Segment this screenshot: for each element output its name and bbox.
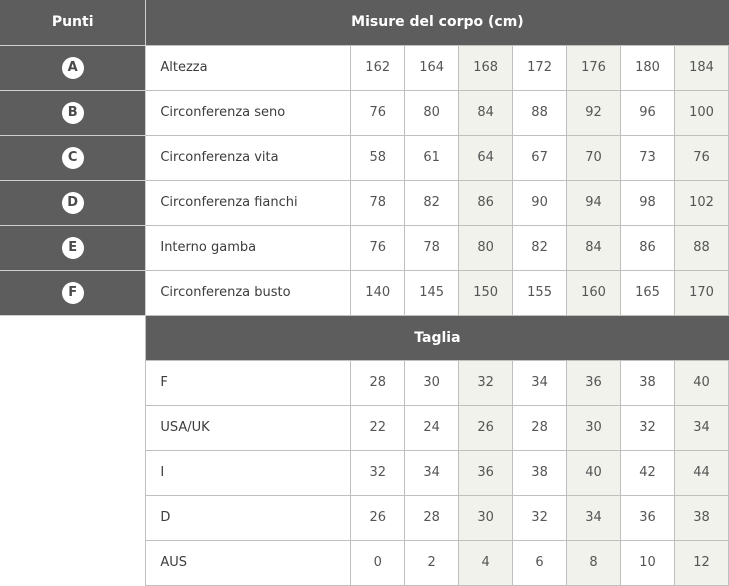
body-measures-rows [0,45,729,315]
size-value: 8 [567,540,621,585]
measure-value: 86 [621,225,675,270]
measure-value: 88 [513,90,567,135]
measure-value: 76 [674,135,728,180]
size-value: 2 [405,540,459,585]
measure-value: 78 [351,180,405,225]
measure-value: 73 [621,135,675,180]
point-badge: D [62,192,84,214]
size-row [0,405,729,450]
size-value: 28 [351,360,405,405]
point-cell [0,90,146,135]
measure-value: 84 [459,90,513,135]
measure-value: 82 [405,180,459,225]
size-system-label: F [146,360,351,405]
size-system-label: AUS [146,540,351,585]
size-row [0,450,729,495]
points-header: Punti [0,0,146,45]
size-system-label: I [146,450,351,495]
size-value: 30 [405,360,459,405]
measure-value: 76 [351,90,405,135]
measure-label: Circonferenza seno [146,90,351,135]
measure-value: 140 [351,270,405,315]
blank-cell [0,495,146,540]
measure-value: 61 [405,135,459,180]
size-value: 30 [567,405,621,450]
measure-value: 82 [513,225,567,270]
measure-row [0,225,729,270]
measure-row [0,135,729,180]
measure-value: 155 [513,270,567,315]
measure-value: 76 [351,225,405,270]
measure-value: 78 [405,225,459,270]
size-value: 26 [351,495,405,540]
measure-value: 64 [459,135,513,180]
size-value: 36 [567,360,621,405]
size-value: 32 [621,405,675,450]
point-cell [0,135,146,180]
size-value: 34 [567,495,621,540]
measure-value: 70 [567,135,621,180]
size-row [0,495,729,540]
measure-value: 180 [621,45,675,90]
point-badge: E [62,237,84,259]
size-value: 38 [674,495,728,540]
size-value: 28 [405,495,459,540]
size-system-label: USA/UK [146,405,351,450]
measure-row [0,90,729,135]
measure-value: 96 [621,90,675,135]
measure-value: 58 [351,135,405,180]
measure-value: 172 [513,45,567,90]
measure-value: 176 [567,45,621,90]
size-value: 32 [351,450,405,495]
measure-value: 150 [459,270,513,315]
size-value: 4 [459,540,513,585]
measure-value: 170 [674,270,728,315]
measure-value: 100 [674,90,728,135]
measure-label: Circonferenza busto [146,270,351,315]
size-row [0,540,729,585]
size-value: 28 [513,405,567,450]
measure-value: 162 [351,45,405,90]
measure-value: 164 [405,45,459,90]
size-value: 22 [351,405,405,450]
size-value: 10 [621,540,675,585]
size-value: 34 [513,360,567,405]
measure-value: 102 [674,180,728,225]
point-cell [0,45,146,90]
point-badge: F [62,282,84,304]
measure-value: 145 [405,270,459,315]
blank-cell [0,450,146,495]
point-cell [0,180,146,225]
measure-value: 80 [459,225,513,270]
measure-value: 165 [621,270,675,315]
measure-label: Circonferenza vita [146,135,351,180]
size-value: 32 [459,360,513,405]
size-value: 24 [405,405,459,450]
measure-value: 84 [567,225,621,270]
size-row [0,360,729,405]
size-value: 34 [674,405,728,450]
size-rows [0,360,729,585]
size-value: 6 [513,540,567,585]
point-badge: C [62,147,84,169]
measure-value: 86 [459,180,513,225]
size-value: 38 [513,450,567,495]
measure-row [0,45,729,90]
blank-cell [0,540,146,585]
point-cell [0,270,146,315]
size-value: 34 [405,450,459,495]
measure-value: 88 [674,225,728,270]
measure-label: Interno gamba [146,225,351,270]
size-system-label: D [146,495,351,540]
sizes-header: Taglia [146,315,729,360]
measure-value: 80 [405,90,459,135]
size-value: 42 [621,450,675,495]
blank-cell [0,405,146,450]
measure-value: 90 [513,180,567,225]
measure-value: 160 [567,270,621,315]
measure-value: 92 [567,90,621,135]
blank-cell [0,315,146,360]
size-value: 32 [513,495,567,540]
point-cell [0,225,146,270]
measure-row [0,180,729,225]
measure-row [0,270,729,315]
size-value: 0 [351,540,405,585]
size-value: 44 [674,450,728,495]
size-value: 36 [459,450,513,495]
point-badge: B [62,102,84,124]
measure-value: 94 [567,180,621,225]
size-value: 40 [674,360,728,405]
body-measures-header: Misure del corpo (cm) [146,0,729,45]
size-value: 36 [621,495,675,540]
measure-value: 168 [459,45,513,90]
measure-value: 184 [674,45,728,90]
size-value: 40 [567,450,621,495]
point-badge: A [62,57,84,79]
size-value: 12 [674,540,728,585]
size-value: 30 [459,495,513,540]
size-value: 26 [459,405,513,450]
blank-cell [0,360,146,405]
size-value: 38 [621,360,675,405]
measure-value: 98 [621,180,675,225]
measure-label: Altezza [146,45,351,90]
measure-label: Circonferenza fianchi [146,180,351,225]
measure-value: 67 [513,135,567,180]
